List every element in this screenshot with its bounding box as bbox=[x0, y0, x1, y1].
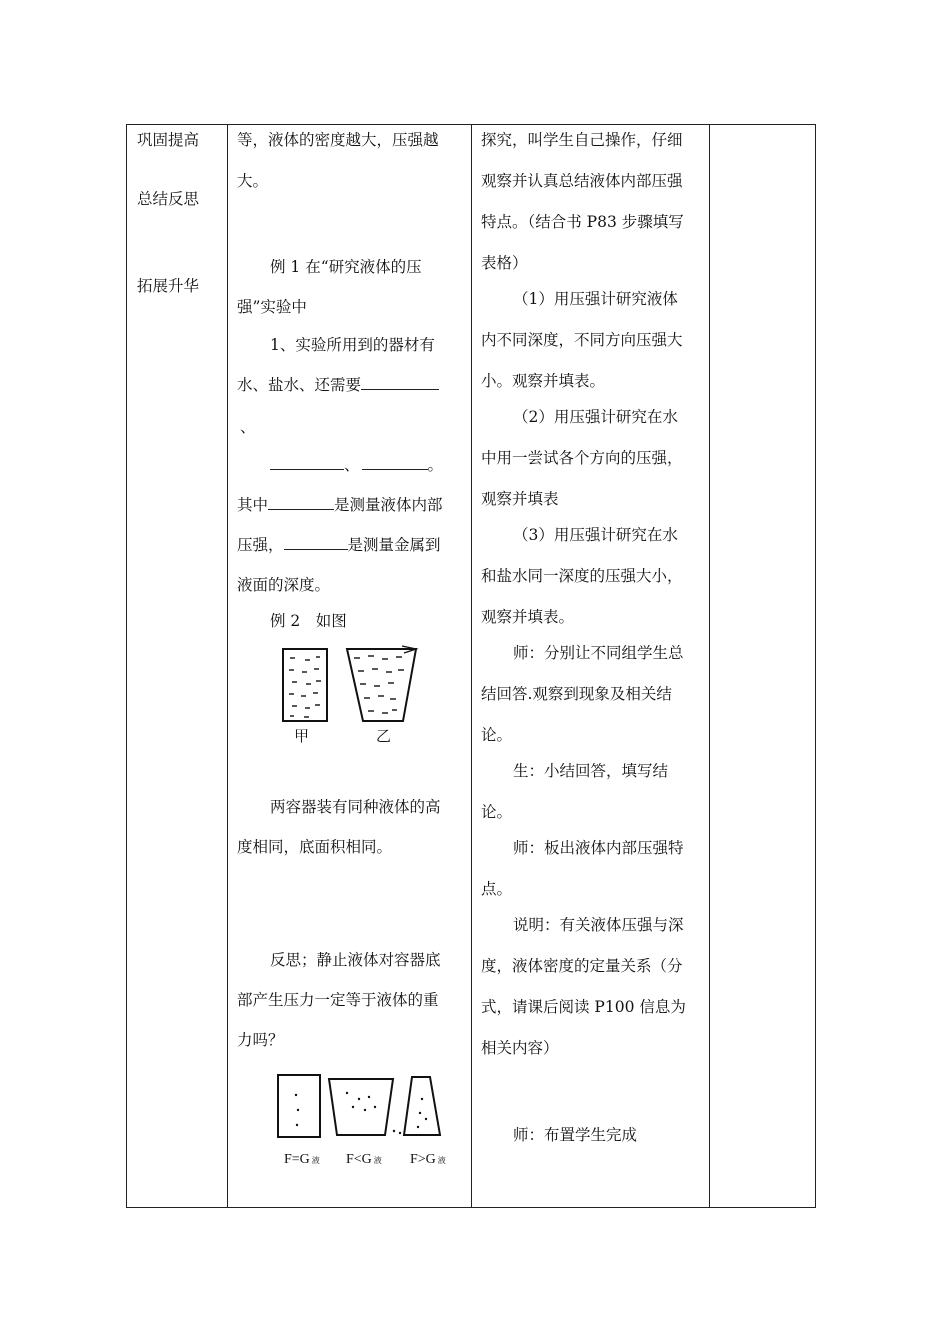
activity-line: 说明：有关液体压强与深 bbox=[513, 916, 684, 934]
container-narrow-top bbox=[404, 1077, 440, 1135]
activity-line: 观察并认真总结液体内部压强 bbox=[481, 172, 683, 190]
liquid-marks bbox=[354, 656, 404, 713]
activity-line: 师：布置学生完成 bbox=[513, 1126, 638, 1144]
activity-line: 和盐水同一深度的压强大小， bbox=[481, 567, 683, 585]
answer-blank bbox=[268, 495, 334, 510]
liquid-marks bbox=[289, 657, 321, 717]
activity-line: 式，请课后阅读 P100 信息为 bbox=[481, 998, 686, 1016]
activity-line: 表格） bbox=[481, 254, 528, 272]
question-1-line bbox=[237, 535, 441, 555]
stage-label: 拓展升华 bbox=[137, 277, 200, 295]
text-fragment: 。 bbox=[427, 456, 444, 474]
activity-column bbox=[472, 125, 709, 1207]
force-label-sub: 液 bbox=[311, 1156, 320, 1165]
activity-line: 相关内容） bbox=[481, 1039, 559, 1057]
text-fragment: 压强， bbox=[237, 536, 284, 554]
activity-line: 论。 bbox=[481, 726, 513, 744]
text-fragment: 、 bbox=[344, 456, 360, 474]
activity-line: 观察并填表。 bbox=[481, 608, 575, 626]
text-fragment: 其中 bbox=[237, 496, 269, 514]
activity-line: 观察并填表 bbox=[481, 490, 559, 508]
text-line: 大。 bbox=[237, 172, 269, 190]
force-label bbox=[410, 1152, 446, 1167]
text-line: 度相同，底面积相同。 bbox=[237, 838, 393, 856]
content-column bbox=[228, 125, 471, 1207]
container-yi bbox=[347, 649, 416, 721]
text-line: 两容器装有同种液体的高 bbox=[270, 798, 441, 816]
reflection-text: 反思；静止液体对容器底 bbox=[270, 951, 441, 969]
text-line: 等，液体的密度越大，压强越 bbox=[237, 131, 439, 149]
force-label bbox=[346, 1152, 382, 1167]
text-line: 部产生压力一定等于液体的重 bbox=[237, 991, 439, 1009]
stage-label: 巩固提高 bbox=[137, 131, 200, 149]
stage-label: 总结反思 bbox=[137, 190, 200, 208]
force-label-main: F<G bbox=[346, 1152, 372, 1167]
activity-line: 内不同深度，不同方向压强大 bbox=[481, 331, 683, 349]
liquid-dots bbox=[346, 1092, 401, 1134]
example-2-heading: 例 2 如图 bbox=[270, 612, 347, 630]
text-fragment: 水、盐水、还需要 bbox=[237, 376, 362, 394]
lesson-plan-table bbox=[126, 124, 816, 1208]
text-line: 力吗？ bbox=[237, 1031, 284, 1049]
answer-blank bbox=[362, 455, 428, 470]
answer-blank bbox=[270, 455, 344, 470]
activity-line: 度，液体密度的定量关系（分 bbox=[481, 957, 683, 975]
container-figure-2 bbox=[274, 1069, 460, 1173]
activity-line: 师：分别让不同组学生总 bbox=[513, 644, 684, 662]
text-line: 液面的深度。 bbox=[237, 576, 331, 594]
container-straight bbox=[278, 1075, 320, 1137]
activity-line: （2）用压强计研究在水 bbox=[513, 408, 678, 426]
question-1: 1、实验所用到的器材有 bbox=[270, 336, 435, 354]
activity-line: （3）用压强计研究在水 bbox=[513, 526, 678, 544]
text-fragment: 是测量金属到 bbox=[347, 536, 441, 554]
question-1-line bbox=[237, 375, 439, 395]
force-label-main: F>G bbox=[410, 1152, 436, 1167]
force-label-sub: 液 bbox=[373, 1156, 382, 1165]
liquid-dots bbox=[417, 1098, 427, 1128]
stage-column bbox=[127, 125, 227, 1207]
activity-line: 生：小结回答，填写结 bbox=[513, 762, 669, 780]
force-label bbox=[284, 1152, 320, 1167]
activity-line: 探究，叫学生自己操作，仔细 bbox=[481, 131, 683, 149]
text-fragment: 是测量液体内部 bbox=[334, 496, 443, 514]
notes-column bbox=[710, 125, 815, 1207]
figure-label-yi: 乙 bbox=[376, 729, 392, 745]
activity-line: 论。 bbox=[481, 803, 513, 821]
question-1-line bbox=[270, 455, 443, 475]
activity-line: 特点。（结合书 P83 步骤填写 bbox=[481, 213, 684, 231]
container-figure-1 bbox=[280, 643, 420, 747]
container-wide-top bbox=[329, 1079, 393, 1135]
activity-line: 点。 bbox=[481, 880, 513, 898]
force-label-main: F=G bbox=[284, 1152, 310, 1167]
liquid-dots bbox=[295, 1094, 299, 1126]
force-label-sub: 液 bbox=[437, 1156, 446, 1165]
example-1-heading: 例 1 在“研究液体的压 bbox=[270, 258, 422, 276]
activity-line: 小。观察并填表。 bbox=[481, 372, 606, 390]
answer-blank bbox=[284, 535, 348, 550]
text-line: 强”实验中 bbox=[237, 298, 307, 316]
activity-line: 结回答.观察到现象及相关结 bbox=[481, 685, 672, 703]
text-line: 、 bbox=[240, 418, 256, 436]
figure-label-jia: 甲 bbox=[294, 729, 310, 745]
answer-blank bbox=[361, 375, 439, 390]
activity-line: 中用一尝试各个方向的压强， bbox=[481, 449, 683, 467]
activity-line: （1）用压强计研究液体 bbox=[513, 290, 678, 308]
question-1-line bbox=[237, 495, 443, 515]
activity-line: 师：板出液体内部压强特 bbox=[513, 839, 684, 857]
